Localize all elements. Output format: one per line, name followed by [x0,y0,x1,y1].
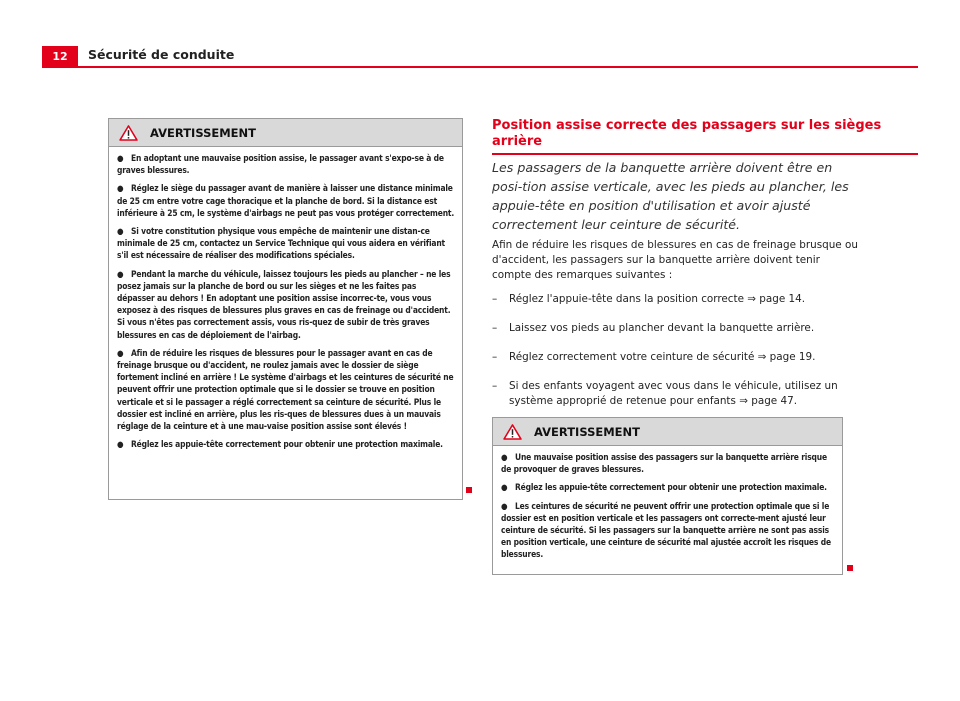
bullet-icon: ● [117,439,124,450]
bullet-icon: ● [117,183,124,194]
dash-icon: – [492,351,498,363]
warning-item: ● Une mauvaise position assise des passagers sur la banquette arrière risque de provoquer de graves blessures. [501,452,827,475]
section-paragraph: Afin de réduire les risques de blessures en cas de freinage brusque ou d'accident, les passagers sur la banquette arrière doivent tenir compte des remarques suivantes : [492,239,858,281]
end-of-section-mark [466,487,472,493]
warning-item: ● En adoptant une mauvaise position assise, le passager avant s'expo-se à de graves blessures. [117,153,444,176]
running-title: Sécurité de conduite [88,47,235,62]
warning-triangle-icon [503,424,522,440]
end-of-section-mark [847,565,853,571]
section-title: Position assise correcte des passagers sur les sièges arrière [492,118,882,149]
warning-title: AVERTISSEMENT [534,424,641,439]
dash-icon: – [492,380,498,392]
bullet-icon: ● [501,500,508,511]
instruction-list [492,292,872,423]
bullet-icon: ● [117,153,124,163]
bullet-icon: ● [117,226,124,237]
warning-triangle-icon [119,125,138,141]
warning-title: AVERTISSEMENT [150,125,257,140]
warning-item: ● Réglez le siège du passager avant de manière à laisser une distance minimale de 25 cm entre votre cage thoracique et la planche de bord. Si la distance est inférieure à 25 cm, le système d'airbags ne peut pas vous protéger correctement. [117,183,455,218]
warning-item: ● Réglez les appuie-tête correctement pour obtenir une protection maximale. [501,482,827,493]
bullet-icon: ● [501,452,508,462]
warning-header [109,119,462,147]
warning-item: ● Les ceintures de sécurité ne peuvent offrir une protection optimale que si le dossier est en position verticale et les passagers ont correcte-ment ajusté leur ceinture de sécurité. Si les passagers sur la banquette arrière ne sont pas assis en position verticale, une ceinture de sécurité mal ajustée accroît les risques de blessures. [501,500,831,560]
warning-box-right [492,417,843,575]
dash-icon: – [492,322,498,334]
warning-item: ● Réglez les appuie-tête correctement pour obtenir une protection maximale. [117,439,443,450]
list-item: – Si des enfants voyagent avec vous dans le véhicule, utilisez un système approprié de retenue pour enfants ⇒ page 47. [492,380,838,407]
header-rule [78,66,918,68]
warning-box-left [108,118,463,500]
warning-item: ● Si votre constitution physique vous empêche de maintenir une distan-ce minimale de 25 cm, contactez un Service Technique qui vous aidera en vérifiant s'il est nécessaire de réaliser des modifications spéciales. [117,226,445,261]
list-item: – Réglez correctement votre ceinture de sécurité ⇒ page 19. [492,351,816,363]
warning-body [109,147,462,450]
warning-item: ● Afin de réduire les risques de blessures pour le passager avant en cas de freinage brusque ou d'accident, ne roulez jamais avec le dossier de siège fortement incliné en arrière ! Le système d'airbags et les ceintures de sécurité ne peuvent offrir une protection optimale que si le dossier se trouve en position verticale et si le passager a réglé correctement sa ceinture de sécurité. Plus le dossier est incliné en arrière, plus les ris-ques de blessures dues à un mauvais réglage de la ceinture et à une mau-vaise position assise sont élevés ! [117,347,454,432]
page-header [0,0,960,70]
page-number: 12 [42,46,78,68]
list-item: – Réglez l'appuie-tête dans la position correcte ⇒ page 14. [492,293,806,305]
bullet-icon: ● [117,347,124,358]
section-rule [492,153,918,155]
bullet-icon: ● [501,482,508,493]
warning-item: ● Pendant la marche du véhicule, laissez toujours les pieds au plancher – ne les posez jamais sur la planche de bord ou sur les sièges et ne les faites pas dépasser au dehors ! En adoptant une position assise incorrec-te, vous vous exposez à des risques de blessures plus graves en cas de freinage ou d'accident. Si vous n'êtes pas correctement assis, vous ris-quez de subir de très graves blessures en cas de déploiement de l'airbag. [117,268,451,340]
section-intro: Les passagers de la banquette arrière doivent être en posi-tion assise verticale, avec les pieds au plancher, les appuie-tête en position d'utilisation et avoir ajusté correctement leur ceinture de sécurité. [492,160,849,232]
dash-icon: – [492,293,498,305]
list-item: – Laissez vos pieds au plancher devant la banquette arrière. [492,322,815,334]
warning-header [493,418,842,446]
bullet-icon: ● [117,268,124,279]
warning-body [493,446,842,561]
